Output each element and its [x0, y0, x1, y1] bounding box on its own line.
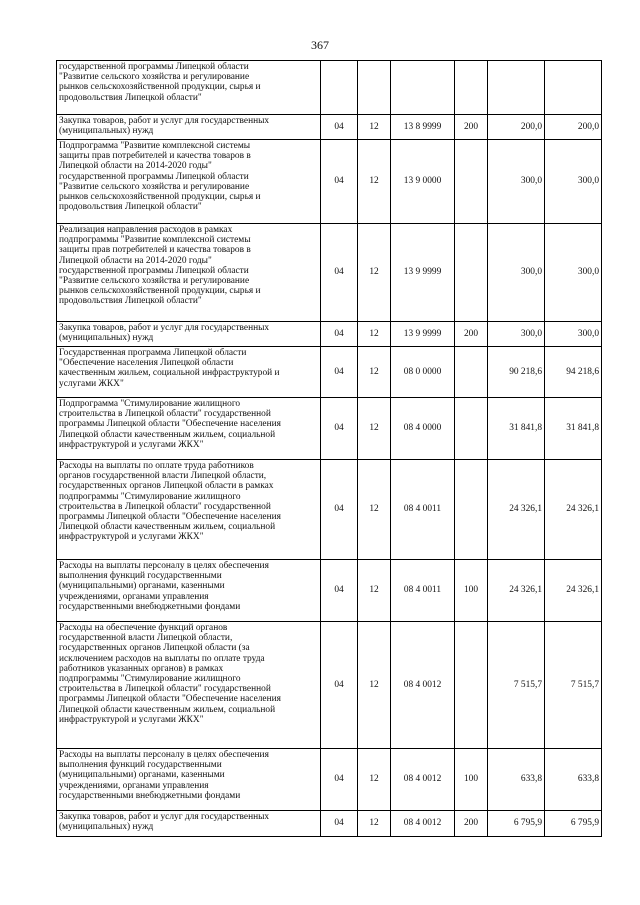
target-article-cell: 08 4 0012 [391, 622, 455, 749]
description-cell: Подпрограмма "Развитие комплексной системы защиты прав потребителей и качества товаров в Липецкой области на 2014-2020 годы" государственной программы Липецкой области "Развитие сельского хозяйства и регулирование рынков сельскохозяйственной продукции, сырья и продовольствия Липецкой области" [57, 140, 321, 224]
target-article-cell: 08 4 0012 [391, 811, 455, 837]
section-code-cell: 12 [358, 622, 391, 749]
target-article-cell: 13 9 0000 [391, 140, 455, 224]
table-row [57, 460, 602, 560]
amount-year1-cell: 300,0 [488, 140, 545, 224]
table-row [57, 140, 602, 224]
section-code-cell: 12 [358, 749, 391, 811]
description-cell: государственной программы Липецкой области "Развитие сельского хозяйства и регулирование рынков сельскохозяйственной продукции, сырья и продовольствия Липецкой области" [57, 61, 321, 115]
ministry-code-cell: 04 [321, 749, 358, 811]
description-cell: Расходы на выплаты персоналу в целях обеспечения выполнения функций государственными (муниципальными) органами, казенными учреждениями, органами управления государственными внебюджетными фондами [57, 749, 321, 811]
description-cell: Расходы на обеспечение функций органов государственной власти Липецкой области, государственных органов Липецкой области (за исключением расходов на выплаты по оплате труда работников указанных органов) в рамках подпрограммы "Стимулирование жилищного строительства в Липецкой области" государственной программы Липецкой области "Обеспечение населения Липецкой области качественным жильем, социальной инфраструктурой и услугами ЖКХ" [57, 622, 321, 749]
amount-year1-cell: 300,0 [488, 224, 545, 322]
amount-year1-cell: 633,8 [488, 749, 545, 811]
expense-type-cell [455, 622, 488, 749]
description-cell: Государственная программа Липецкой области "Обеспечение населения Липецкой области качественным жильем, социальной инфраструктурой и услугами ЖКХ" [57, 347, 321, 398]
target-article-cell: 08 4 0011 [391, 460, 455, 560]
expense-type-cell [455, 224, 488, 322]
section-code-cell: 12 [358, 322, 391, 347]
amount-year2-cell: 633,8 [545, 749, 602, 811]
expense-type-cell [455, 61, 488, 115]
expense-type-cell [455, 347, 488, 398]
section-code-cell: 12 [358, 347, 391, 398]
target-article-cell: 13 8 9999 [391, 115, 455, 140]
expense-type-cell: 200 [455, 811, 488, 837]
description-cell: Закупка товаров, работ и услуг для государственных (муниципальных) нужд [57, 322, 321, 347]
target-article-cell: 08 4 0011 [391, 560, 455, 622]
description-cell: Подпрограмма "Стимулирование жилищного строительства в Липецкой области" государственной программы Липецкой области "Обеспечение населения Липецкой области качественным жильем, социальной инфраструктурой и услугами ЖКХ" [57, 398, 321, 460]
expense-type-cell [455, 460, 488, 560]
amount-year1-cell: 90 218,6 [488, 347, 545, 398]
amount-year1-cell: 300,0 [488, 322, 545, 347]
section-code-cell: 12 [358, 811, 391, 837]
section-code-cell [358, 61, 391, 115]
amount-year1-cell: 24 326,1 [488, 460, 545, 560]
amount-year1-cell: 24 326,1 [488, 560, 545, 622]
table-row [57, 115, 602, 140]
amount-year2-cell: 94 218,6 [545, 347, 602, 398]
section-code-cell: 12 [358, 140, 391, 224]
section-code-cell: 12 [358, 460, 391, 560]
ministry-code-cell: 04 [321, 560, 358, 622]
amount-year2-cell: 7 515,7 [545, 622, 602, 749]
amount-year2-cell: 300,0 [545, 140, 602, 224]
amount-year2-cell: 31 841,8 [545, 398, 602, 460]
amount-year2-cell: 24 326,1 [545, 560, 602, 622]
amount-year1-cell: 6 795,9 [488, 811, 545, 837]
ministry-code-cell: 04 [321, 460, 358, 560]
ministry-code-cell: 04 [321, 322, 358, 347]
target-article-cell: 08 4 0012 [391, 749, 455, 811]
section-code-cell: 12 [358, 398, 391, 460]
table-body [57, 61, 602, 837]
ministry-code-cell: 04 [321, 398, 358, 460]
amount-year2-cell: 300,0 [545, 224, 602, 322]
description-cell: Закупка товаров, работ и услуг для государственных (муниципальных) нужд [57, 811, 321, 837]
expense-type-cell: 100 [455, 749, 488, 811]
table-row [57, 749, 602, 811]
section-code-cell: 12 [358, 224, 391, 322]
section-code-cell: 12 [358, 115, 391, 140]
expense-type-cell: 200 [455, 322, 488, 347]
description-cell: Реализация направления расходов в рамках подпрограммы "Развитие комплексной системы защиты прав потребителей и качества товаров в Липецкой области на 2014-2020 годы" государственной программы Липецкой области "Развитие сельского хозяйства и регулирование рынков сельскохозяйственной продукции, сырья и продовольствия Липецкой области" [57, 224, 321, 322]
amount-year1-cell: 7 515,7 [488, 622, 545, 749]
amount-year2-cell [545, 61, 602, 115]
expense-type-cell [455, 140, 488, 224]
target-article-cell [391, 61, 455, 115]
description-cell: Расходы на выплаты по оплате труда работников органов государственной власти Липецкой области, государственных органов Липецкой области в рамках подпрограммы "Стимулирование жилищного строительства в Липецкой области" государственной программы Липецкой области "Обеспечение населения Липецкой области качественным жильем, социальной инфраструктурой и услугами ЖКХ" [57, 460, 321, 560]
expense-type-cell [455, 398, 488, 460]
ministry-code-cell: 04 [321, 622, 358, 749]
ministry-code-cell [321, 61, 358, 115]
amount-year2-cell: 200,0 [545, 115, 602, 140]
amount-year1-cell [488, 61, 545, 115]
expense-type-cell: 100 [455, 560, 488, 622]
table-row [57, 811, 602, 837]
table-row [57, 61, 602, 115]
table-row [57, 622, 602, 749]
table-row [57, 398, 602, 460]
ministry-code-cell: 04 [321, 811, 358, 837]
ministry-code-cell: 04 [321, 224, 358, 322]
table-row [57, 322, 602, 347]
ministry-code-cell: 04 [321, 115, 358, 140]
section-code-cell: 12 [358, 560, 391, 622]
ministry-code-cell: 04 [321, 347, 358, 398]
description-cell: Закупка товаров, работ и услуг для государственных (муниципальных) нужд [57, 115, 321, 140]
table-row [57, 224, 602, 322]
target-article-cell: 08 4 0000 [391, 398, 455, 460]
target-article-cell: 08 0 0000 [391, 347, 455, 398]
table-row [57, 560, 602, 622]
budget-table [56, 60, 602, 837]
expense-type-cell: 200 [455, 115, 488, 140]
page-number: 367 [311, 38, 329, 52]
amount-year1-cell: 31 841,8 [488, 398, 545, 460]
table-row [57, 347, 602, 398]
amount-year2-cell: 6 795,9 [545, 811, 602, 837]
amount-year2-cell: 24 326,1 [545, 460, 602, 560]
amount-year1-cell: 200,0 [488, 115, 545, 140]
target-article-cell: 13 9 9999 [391, 322, 455, 347]
description-cell: Расходы на выплаты персоналу в целях обеспечения выполнения функций государственными (муниципальными) органами, казенными учреждениями, органами управления государственными внебюджетными фондами [57, 560, 321, 622]
amount-year2-cell: 300,0 [545, 322, 602, 347]
ministry-code-cell: 04 [321, 140, 358, 224]
target-article-cell: 13 9 9999 [391, 224, 455, 322]
